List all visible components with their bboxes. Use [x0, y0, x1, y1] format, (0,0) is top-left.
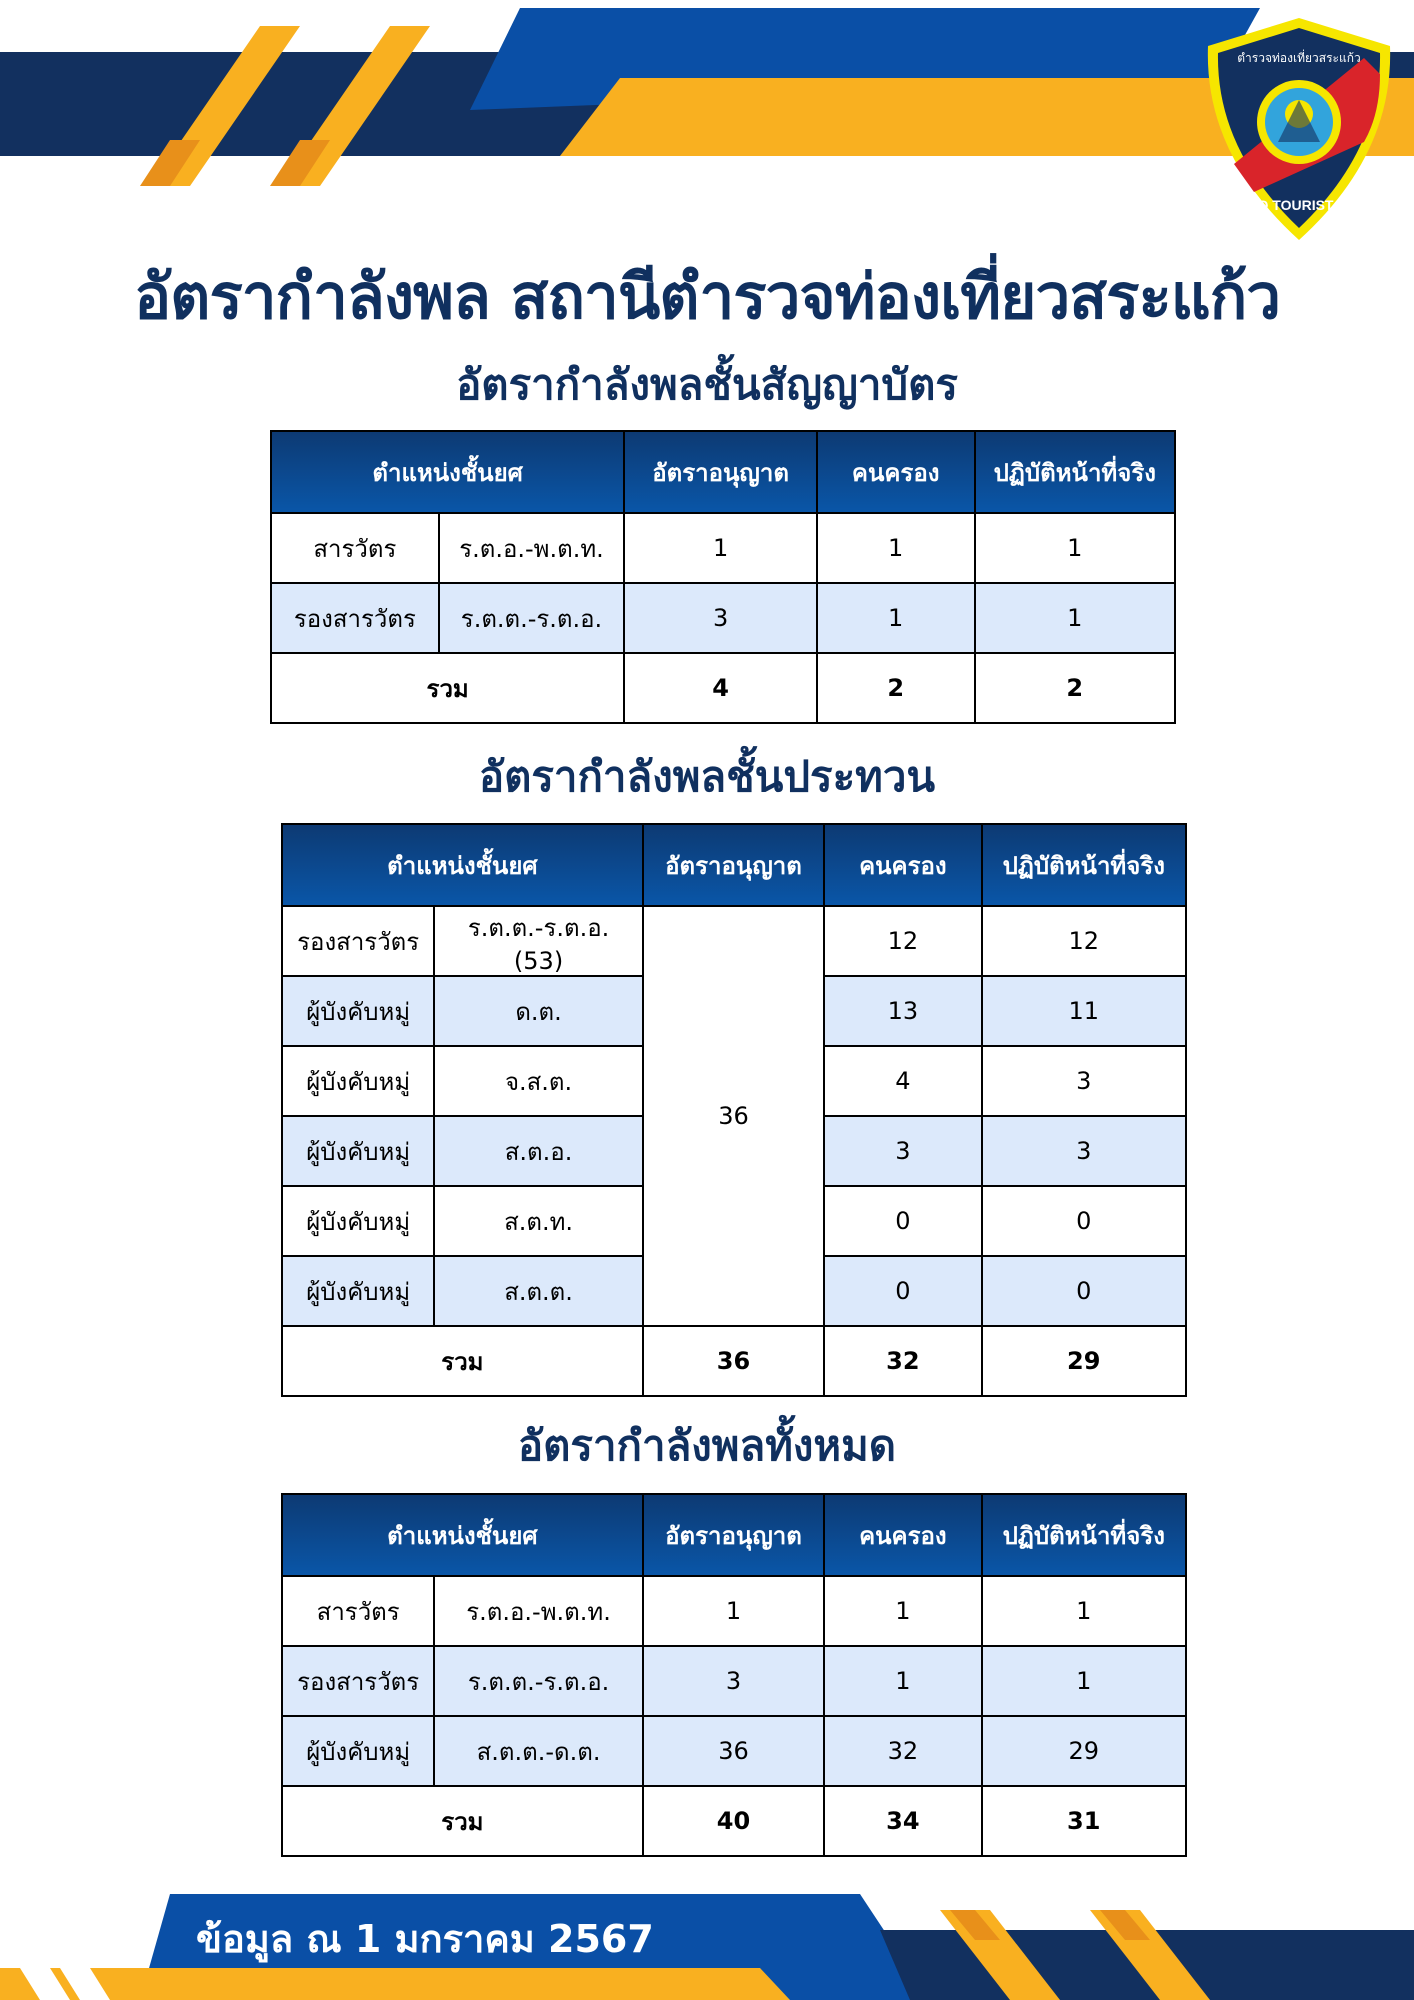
rank-cell: ด.ต. — [434, 976, 642, 1046]
header-rank: ตำแหน่งชั้นยศ — [271, 431, 624, 513]
rank-cell: ส.ต.อ. — [434, 1116, 642, 1186]
tourist-police-badge-icon — [1194, 14, 1404, 244]
all-table — [281, 1493, 1187, 1857]
logo-text-bottom: SAKAEO TOURIST POLICE — [1208, 197, 1390, 213]
position-cell: ผู้บังคับหมู่ — [282, 1116, 434, 1186]
total-label: รวม — [271, 653, 624, 723]
header-occupied: คนครอง — [824, 1494, 981, 1576]
header-occupied: คนครอง — [817, 431, 975, 513]
authorized-merged-cell: 36 — [643, 906, 824, 1326]
position-cell: ผู้บังคับหมู่ — [282, 976, 434, 1046]
on-duty-cell: 29 — [982, 1716, 1186, 1786]
total-authorized: 40 — [643, 1786, 824, 1856]
ncos-title: อัตรากำลังพลชั้นประทวน — [478, 752, 936, 801]
table-header-row — [271, 431, 1175, 513]
on-duty-cell: 12 — [982, 906, 1186, 976]
total-row — [282, 1786, 1186, 1856]
total-occupied: 34 — [824, 1786, 981, 1856]
total-authorized: 36 — [643, 1326, 824, 1396]
header-authorized: อัตราอนุญาต — [643, 1494, 824, 1576]
header-on-duty: ปฏิบัติหน้าที่จริง — [982, 824, 1186, 906]
total-label: รวม — [282, 1326, 643, 1396]
occupied-cell: 1 — [817, 513, 975, 583]
header-authorized: อัตราอนุญาต — [643, 824, 824, 906]
on-duty-cell: 3 — [982, 1046, 1186, 1116]
total-row — [271, 653, 1175, 723]
position-cell: สารวัตร — [282, 1576, 434, 1646]
authorized-cell: 3 — [643, 1646, 824, 1716]
occupied-cell: 1 — [817, 583, 975, 653]
occupied-cell: 0 — [824, 1256, 981, 1326]
all-title: อัตรากำลังพลทั้งหมด — [517, 1421, 897, 1470]
on-duty-cell: 1 — [975, 513, 1176, 583]
rank-cell: ร.ต.อ.-พ.ต.ท. — [434, 1576, 642, 1646]
header-rank: ตำแหน่งชั้นยศ — [282, 1494, 643, 1576]
total-occupied: 2 — [817, 653, 975, 723]
table-header-row — [282, 1494, 1186, 1576]
position-cell: รองสารวัตร — [271, 583, 439, 653]
total-on-duty: 29 — [982, 1326, 1186, 1396]
rank-cell: จ.ส.ต. — [434, 1046, 642, 1116]
position-cell: รองสารวัตร — [282, 906, 434, 976]
total-row — [282, 1326, 1186, 1396]
occupied-cell: 1 — [824, 1576, 981, 1646]
table-row — [282, 1716, 1186, 1786]
occupied-cell: 13 — [824, 976, 981, 1046]
rank-cell: ส.ต.ต. — [434, 1256, 642, 1326]
total-on-duty: 31 — [982, 1786, 1186, 1856]
authorized-cell: 1 — [624, 513, 817, 583]
on-duty-cell: 0 — [982, 1186, 1186, 1256]
data-date-footer: ข้อมูล ณ 1 มกราคม 2567 — [196, 1917, 654, 1961]
position-cell: รองสารวัตร — [282, 1646, 434, 1716]
position-cell: สารวัตร — [271, 513, 439, 583]
officers-title: อัตรากำลังพลชั้นสัญญาบัตร — [456, 360, 958, 409]
header-authorized: อัตราอนุญาต — [624, 431, 817, 513]
on-duty-cell: 11 — [982, 976, 1186, 1046]
occupied-cell: 0 — [824, 1186, 981, 1256]
officers-table — [270, 430, 1176, 724]
total-label: รวม — [282, 1786, 643, 1856]
on-duty-cell: 3 — [982, 1116, 1186, 1186]
rank-cell: ร.ต.อ.-พ.ต.ท. — [439, 513, 625, 583]
table-header-row — [282, 824, 1186, 906]
rank-cell: ร.ต.ต.-ร.ต.อ. — [434, 1646, 642, 1716]
header-rank: ตำแหน่งชั้นยศ — [282, 824, 643, 906]
table-row — [282, 906, 1186, 976]
authorized-cell: 36 — [643, 1716, 824, 1786]
logo-text-top: ตำรวจท่องเที่ยวสระแก้ว — [1237, 51, 1361, 65]
occupied-cell: 1 — [824, 1646, 981, 1716]
occupied-cell: 3 — [824, 1116, 981, 1186]
occupied-cell: 12 — [824, 906, 981, 976]
position-cell: ผู้บังคับหมู่ — [282, 1186, 434, 1256]
ncos-table — [281, 823, 1187, 1397]
rank-cell: ส.ต.ท. — [434, 1186, 642, 1256]
table-row — [282, 1646, 1186, 1716]
position-cell: ผู้บังคับหมู่ — [282, 1256, 434, 1326]
rank-cell: ส.ต.ต.-ด.ต. — [434, 1716, 642, 1786]
position-cell: ผู้บังคับหมู่ — [282, 1716, 434, 1786]
table-row — [282, 1576, 1186, 1646]
rank-cell: ร.ต.ต.-ร.ต.อ. — [439, 583, 625, 653]
total-authorized: 4 — [624, 653, 817, 723]
table-row — [271, 583, 1175, 653]
on-duty-cell: 1 — [975, 583, 1176, 653]
occupied-cell: 32 — [824, 1716, 981, 1786]
total-on-duty: 2 — [975, 653, 1176, 723]
authorized-cell: 1 — [643, 1576, 824, 1646]
page-title: อัตรากำลังพล สถานีตำรวจท่องเที่ยวสระแก้ว — [133, 260, 1281, 333]
header-on-duty: ปฏิบัติหน้าที่จริง — [975, 431, 1176, 513]
header-occupied: คนครอง — [824, 824, 981, 906]
total-occupied: 32 — [824, 1326, 981, 1396]
authorized-cell: 3 — [624, 583, 817, 653]
on-duty-cell: 1 — [982, 1646, 1186, 1716]
rank-cell: ร.ต.ต.-ร.ต.อ. (53) — [434, 906, 642, 976]
position-cell: ผู้บังคับหมู่ — [282, 1046, 434, 1116]
header-on-duty: ปฏิบัติหน้าที่จริง — [982, 1494, 1186, 1576]
on-duty-cell: 0 — [982, 1256, 1186, 1326]
table-row — [271, 513, 1175, 583]
occupied-cell: 4 — [824, 1046, 981, 1116]
on-duty-cell: 1 — [982, 1576, 1186, 1646]
